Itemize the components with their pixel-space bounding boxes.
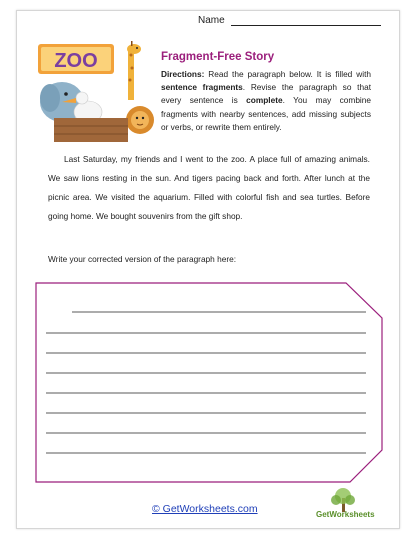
zoo-sign: [38, 44, 114, 74]
story-paragraph: [48, 150, 370, 226]
directions-bold-fragments: sentence fragments: [161, 82, 243, 93]
directions-text: [161, 68, 371, 134]
logo-text: GetWorksheets: [316, 510, 375, 519]
sign-text: ZOO: [54, 50, 98, 72]
worksheet-title: Fragment-Free Story: [161, 51, 275, 63]
directions-part-2: . Revise the paragraph so that every sentence is: [161, 82, 371, 106]
giraffe-icon: [127, 41, 141, 100]
directions-bold-complete: complete: [246, 95, 283, 106]
name-label: Name: [198, 15, 225, 26]
lion-icon: [126, 106, 154, 134]
answer-prompt: Write your corrected version of the paragraph here:: [48, 254, 237, 264]
name-field: [198, 15, 381, 26]
directions-part-3: . You may combine fragments with nearby sentences, add missing subjects or verbs, or rewrite them entirely.: [161, 95, 372, 132]
directions-part-1: Read the paragraph below. It is filled with: [204, 69, 371, 79]
story-text: Last Saturday, my friends and I went to the zoo. A place full of amazing animals. We saw lions resting in the sun. And tigers pacing back and forth. After lunch at the picnic area. We visited the aquarium. Filled with colorful fish and sea turtles. Before going home. We bought souvenirs from the gift shop.: [48, 154, 370, 221]
crate: [54, 118, 128, 142]
tree-logo-icon: [308, 486, 388, 526]
directions-label: Directions:: [161, 69, 205, 79]
zoo-illustration: [36, 40, 156, 144]
name-line[interactable]: [231, 16, 381, 26]
getworksheets-link[interactable]: © GetWorksheets.com: [152, 503, 258, 515]
